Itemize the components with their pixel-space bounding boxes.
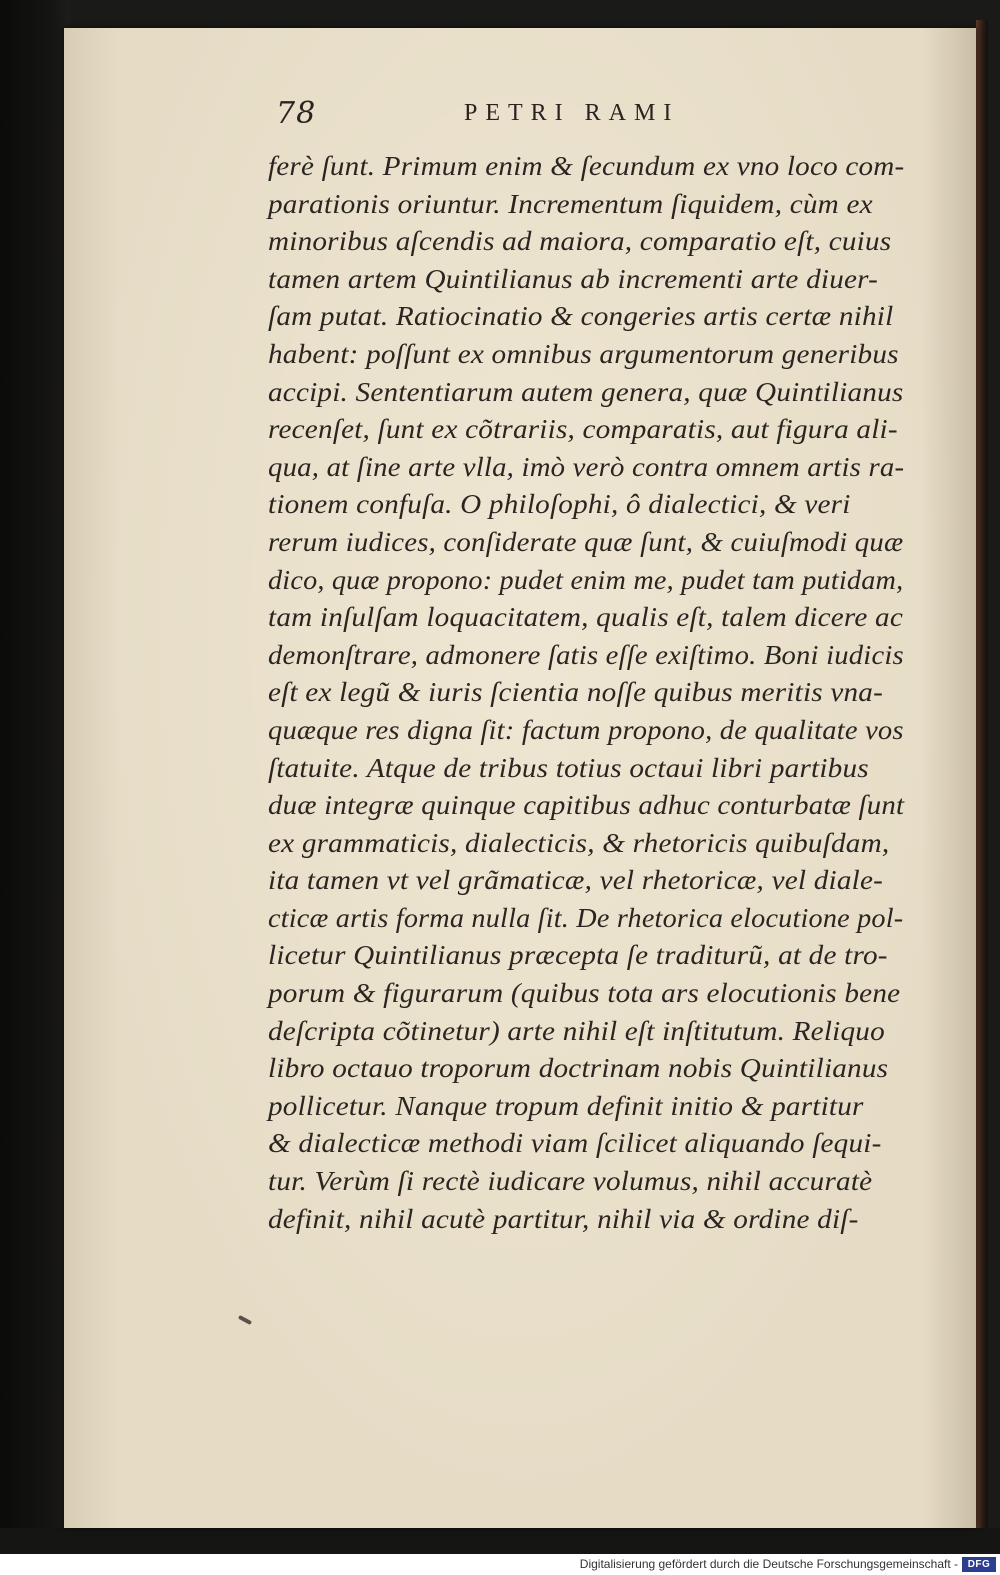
text-line: minoribus aſcendis ad maiora, comparatio eſt, cuius — [268, 226, 892, 257]
text-line: ſam putat. Ratiocinatio & congeries artis certæ nihil — [268, 301, 894, 332]
footer-credit: Digitalisierung gefördert durch die Deutsche Forschungsgemeinschaft - — [579, 1557, 958, 1571]
footer-bar — [0, 1554, 1000, 1575]
scan-left-shadow — [0, 0, 70, 1575]
text-line: definit, nihil acutè partitur, nihil via & ordine diſ- — [268, 1203, 859, 1234]
running-head: PETRI RAMI — [464, 100, 680, 126]
text-line: tionem confuſa. O philoſophi, ô dialectici, & veri — [268, 489, 851, 520]
text-line: tamen artem Quintilianus ab incrementi arte diuer- — [268, 263, 879, 294]
text-line: habent: poſſunt ex omnibus argumentorum generibus — [268, 338, 899, 369]
text-line: eſt ex legũ & iuris ſcientia noſſe quibus meritis vna- — [268, 677, 884, 708]
text-line: licetur Quintilianus præcepta ſe traditurũ, at de tro- — [268, 940, 888, 971]
text-line: ferè ſunt. Primum enim & ſecundum ex vno loco com- — [268, 151, 905, 181]
text-line: parationis oriuntur. Incrementum ſiquidem, cùm ex — [268, 188, 873, 219]
text-line: recenſet, ſunt ex cõtrariis, comparatis, aut figura ali- — [268, 414, 898, 445]
page-number: 78 — [276, 96, 317, 131]
text-line: ſtatuite. Atque de tribus totius octaui libri partibus — [268, 752, 869, 783]
dfg-logo: DFG — [962, 1557, 996, 1572]
book-edge — [976, 20, 988, 1540]
text-line: dico, quæ propono: pudet enim me, pudet tam putidam, — [268, 564, 904, 595]
text-line: accipi. Sententiarum autem genera, quæ Quintilianus — [268, 376, 904, 407]
text-line: rerum iudices, conſiderate quæ ſunt, & cuiuſmodi quæ — [268, 526, 904, 557]
text-line: quæque res digna ſit: factum propono, de qualitate vos — [268, 714, 904, 745]
text-line: cticæ artis forma nulla ſit. De rhetorica elocutione pol- — [268, 902, 904, 933]
text-line: tam inſulſam loquacitatem, qualis eſt, talem dicere ac — [268, 602, 903, 633]
text-line: porum & figurarum (quibus tota ars elocutionis bene — [268, 978, 901, 1009]
text-line: duæ integræ quinque capitibus adhuc conturbatæ ſunt — [268, 790, 905, 821]
scan-bottom-shadow — [0, 1528, 1000, 1554]
text-line: qua, at ſine arte vlla, imò verò contra omnem artis ra- — [268, 451, 905, 482]
text-line: ita tamen vt vel grãmaticæ, vel rhetoricæ, vel diale- — [268, 865, 884, 896]
text-line: libro octauo troporum doctrinam nobis Quintilianus — [268, 1053, 889, 1084]
text-line: ex grammaticis, dialecticis, & rhetoricis quibuſdam, — [268, 827, 890, 858]
text-line: pollicetur. Nanque tropum definit initio & partitur — [268, 1090, 864, 1121]
text-line: & dialecticæ methodi viam ſcilicet aliquando ſequi- — [268, 1128, 882, 1159]
text-line: demonſtrare, admonere ſatis eſſe exiſtimo. Boni iudicis — [268, 639, 904, 670]
body-text — [268, 148, 908, 1238]
text-line: tur. Verùm ſi rectè iudicare volumus, nihil accuratè — [268, 1166, 873, 1197]
text-line: deſcripta cõtinetur) arte nihil eſt inſtitutum. Reliquo — [268, 1015, 885, 1046]
